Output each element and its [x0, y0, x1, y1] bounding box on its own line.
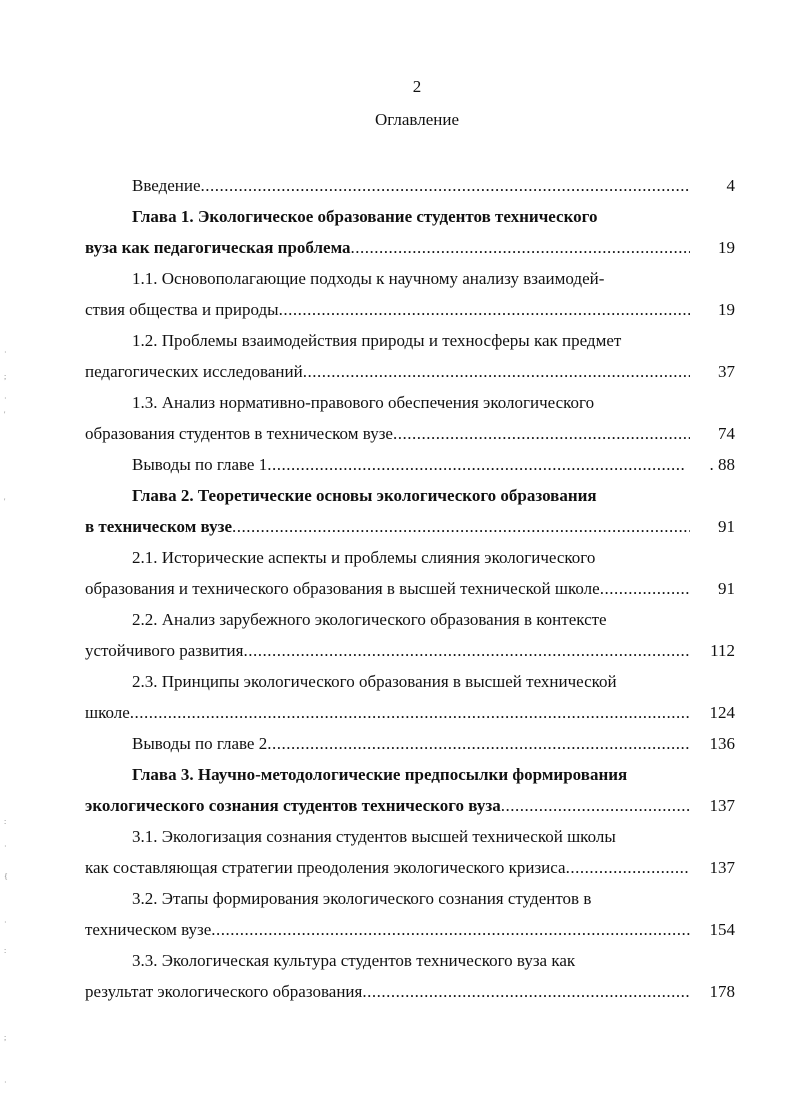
toc-entry-text: 3.2. Этапы формирования экологического сознания студентов в	[132, 889, 592, 908]
toc-entry-line	[85, 511, 735, 542]
toc-page-number: 74	[718, 424, 735, 443]
toc-entry-line	[85, 635, 735, 666]
toc-entry-line	[85, 356, 735, 387]
dot-leader	[600, 573, 690, 604]
toc-entry-line	[85, 542, 735, 573]
toc-entry-text: 3.3. Экологическая культура студентов технического вуза как	[132, 951, 576, 970]
toc-entry-text: 3.1. Экологизация сознания студентов высшей технической школы	[132, 827, 616, 846]
toc-entry-line	[85, 449, 735, 480]
dot-leader	[566, 852, 690, 883]
dot-leader	[130, 697, 690, 728]
toc-entry-text: 1.2. Проблемы взаимодействия природы и техносферы как предмет	[132, 331, 622, 350]
dot-leader	[201, 170, 690, 201]
toc-entry-text: образования студентов в техническом вузе	[85, 424, 393, 443]
toc-entry-text: как составляющая стратегии преодоления экологического кризиса	[85, 858, 566, 877]
dot-leader	[232, 511, 690, 542]
toc-entry-text: Глава 3. Научно-методологические предпосылки формирования	[132, 765, 628, 784]
dot-leader	[303, 356, 690, 387]
toc-entry-line	[85, 914, 735, 945]
toc-entry-text: школе	[85, 703, 130, 722]
toc-page-number: 4	[726, 176, 735, 195]
toc-page-number: 154	[709, 920, 735, 939]
dot-leader	[267, 728, 690, 759]
toc-entry-line	[85, 666, 735, 697]
toc-page-number: 91	[718, 517, 735, 536]
toc-entry-line	[85, 697, 735, 728]
toc-entry-line	[85, 263, 735, 294]
toc-title: Оглавление	[375, 110, 459, 129]
toc-page-number: 91	[718, 579, 735, 598]
toc-entry-text: устойчивого развития	[85, 641, 244, 660]
toc-entry-text: вуза как педагогическая проблема	[85, 238, 351, 257]
toc-page-number: . 88	[709, 455, 735, 474]
toc-entry-line	[85, 480, 735, 511]
toc-entry-line	[85, 883, 735, 914]
toc-entry-text: 2.1. Исторические аспекты и проблемы слияния экологического	[132, 548, 596, 567]
toc-page-number: 137	[709, 796, 735, 815]
toc-entry-text: экологического сознания студентов технического вуза	[85, 796, 501, 815]
toc-page-number: 112	[710, 641, 735, 660]
toc-page-number: 136	[709, 734, 735, 753]
toc-entry-text: педагогических исследований	[85, 362, 303, 381]
toc-page-number: 124	[709, 703, 735, 722]
dot-leader	[501, 790, 690, 821]
dot-leader	[243, 635, 690, 666]
dot-leader	[393, 418, 690, 449]
dot-leader	[267, 449, 685, 480]
toc-entry-line	[85, 852, 735, 883]
toc-entry-line	[85, 387, 735, 418]
toc-page-number: 37	[718, 362, 735, 381]
dot-leader	[279, 294, 690, 325]
toc-entry-line	[85, 821, 735, 852]
toc-entry-text: техническом вузе	[85, 920, 212, 939]
toc-page-number: 19	[718, 300, 735, 319]
toc-entry-text: 2.3. Принципы экологического образования в высшей технической	[132, 672, 617, 691]
toc-entry-text: 1.1. Основополагающие подходы к научному анализу взаимодей-	[132, 269, 605, 288]
toc-entry-text: Выводы по главе 1	[132, 455, 268, 474]
dot-leader	[362, 976, 690, 1007]
toc-entry-line	[85, 232, 735, 263]
toc-entry-text: Глава 1. Экологическое образование студентов технического	[132, 207, 598, 226]
toc-entry-text: результат экологического образования	[85, 982, 363, 1001]
toc-entry-line	[85, 573, 735, 604]
toc-entry-text: ствия общества и природы	[85, 300, 279, 319]
toc-entry-text: Глава 2. Теоретические основы экологического образования	[132, 486, 597, 505]
page-number: 2	[412, 77, 422, 96]
toc-page-number: 178	[709, 982, 735, 1001]
toc-entry-text: в техническом вузе	[85, 517, 233, 536]
table-of-contents	[85, 170, 735, 1007]
toc-entry-text: Введение	[132, 176, 201, 195]
toc-entry-line	[85, 759, 735, 790]
toc-entry-text: образования и технического образования в высшей технической школе	[85, 579, 600, 598]
toc-entry-line	[85, 170, 735, 201]
dot-leader	[211, 914, 690, 945]
toc-page-number: 137	[709, 858, 735, 877]
toc-entry-line	[85, 294, 735, 325]
toc-entry-text: Выводы по главе 2	[132, 734, 268, 753]
toc-entry-text: 1.3. Анализ нормативно-правового обеспечения экологического	[132, 393, 595, 412]
toc-entry-text: 2.2. Анализ зарубежного экологического образования в контексте	[132, 610, 607, 629]
toc-page-number: 19	[718, 238, 735, 257]
toc-entry-line	[85, 325, 735, 356]
toc-entry-line	[85, 945, 735, 976]
dot-leader	[351, 232, 690, 263]
toc-entry-line	[85, 418, 735, 449]
toc-entry-line	[85, 728, 735, 759]
toc-entry-line	[85, 201, 735, 232]
toc-entry-line	[85, 976, 735, 1007]
toc-entry-line	[85, 790, 735, 821]
toc-entry-line	[85, 604, 735, 635]
scan-margin-marks: · ; · ' ' : · { · : ; ·	[4, 348, 8, 1087]
